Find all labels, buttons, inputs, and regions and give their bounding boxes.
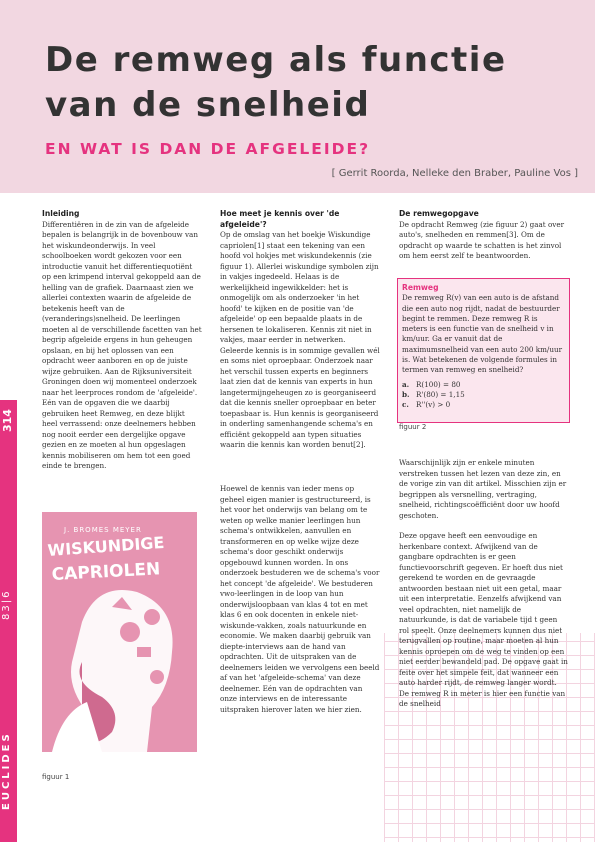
book-cover-illustration <box>42 512 197 752</box>
figure-1-caption: figuur 1 <box>42 773 70 781</box>
column-2-lower <box>220 484 380 715</box>
figure-2-caption: figuur 2 <box>399 423 427 431</box>
column-3 <box>399 209 569 262</box>
paragraph-kennis-1: Op de omslag van het boekje Wiskundige capriolen[1] staat een tekening van een hoofd vol hokjes met wiskundekennis (zie figuur 1). Allerlei wiskundige symbolen zijn in vakjes ingedeeld. Helaas is de werkelijkheid ingewikkelder: het is onmogelijk om als onderzoeker 'in het hoofd' te kijken en de positie van 'de afgeleide' op een bepaalde plaats in de hersenen te lokaliseren. Kennis zit niet in vakjes, maar eerder in netwerken. Geleerde kennis is in sommige gevallen wél en soms niet oproepbaar. Onderzoek naar het verschil tussen experts en beginners laat zien dat de kennis van experts in hun langetermijngeheugen zo is georganiseerd dat die kennis sneller oproepbaar en beter toepasbaar is. Hun kennis is georganiseerd in onderling samenhangende schema's en efficiënt gekoppeld aan typen situaties waarin die kennis kan worden benut[2]. <box>220 230 380 449</box>
remweg-exercise-box <box>397 278 570 423</box>
paragraph-remweg-2: Waarschijnlijk zijn er enkele minuten verstreken tussen het lezen van deze zin, en de vorige zin van dit artikel. Misschien zijn er begrippen als versnelling, vertraging, snelheid, richtingscoëfficiënt door uw hoofd geschoten. <box>399 458 567 520</box>
box-formula-c: c. R''(v) > 0 <box>402 400 451 410</box>
book-title-line2: CAPRIOLEN <box>51 559 161 585</box>
box-formula-list <box>402 380 565 411</box>
box-formula-a: a. R(100) = 80 <box>402 379 461 389</box>
paragraph-remweg-3: Deze opgave heeft een eenvoudige en herkenbare context. Afwijkend van de gangbare opdrachten is er geen functievoorschrift gegeven. Er hoeft dus niet gerekend te worden en de gevraagde antwoorden bestaan niet uit een getal, maar uit een interpretatie. Eenzelfs afwijkend van veel opdrachten, niet namelijk de natuurkunde, is dat de variabele tijd t geen rol speelt. Onze deelnemers kunnen dus niet terugvallen op routine, maar moeten al hun kennis oproepen om de weg te vinden op een niet eerder bewandeld pad. De opgave gaat in feite over het simpele feit, dat wanneer een auto harder rijdt, de remweg langer wordt. De remweg R in meter is hier een functie van de snelheid <box>399 531 568 708</box>
sidebar-volume: 83|6 <box>1 589 12 620</box>
sidebar-journal: EUCLIDES <box>1 731 12 810</box>
article-authors: [ Gerrit Roorda, Nelleke den Braber, Pauline Vos ] <box>331 168 578 179</box>
column-1 <box>42 209 202 472</box>
book-author-text: J. BROMES MEYER <box>64 526 142 534</box>
page-number: 314 <box>1 409 14 432</box>
article-title: De remweg als functie van de snelheid <box>45 40 507 125</box>
paragraph-kennis-2: Hoewel de kennis van ieder mens op geheel eigen manier is gestructureerd, is het voor het onderwijs van belang om te weten op welke manier leerlingen hun schema's ontwikkelen, aanvullen en transformeren en op welke wijze deze schema's door geschikt onderwijs opgebouwd kunnen worden. In ons onderzoek bestuderen we de schema's voor het concept 'de afgeleide'. We bestuderen vwo-leerlingen in de loop van hun onderwijsloopbaan van klas 4 tot en met klas 6 en ook docenten in enkele niet-wiskunde-vakken, zoals natuurkunde en economie. We maken daarbij gebruik van diepte-interviews aan de hand van opdrachten. Uit de uitspraken van de deelnemers leiden we vervolgens een beeld af van het 'afgeleide-schema' van deze deelnemer. Eén van de opdrachten van onze interviews en de interessante uitspraken hierover laten we hier zien. <box>220 484 380 714</box>
paragraph-inleiding: Differentiëren in de zin van de afgeleide bepalen is belangrijk in de bovenbouw van het wiskundeonderwijs. In veel schoolboeken wordt gekozen voor een introductie vanuit het differentiequotiënt op een krimpend interval gekoppeld aan de helling van de grafiek. Daarnaast zien we allerlei contexten waarin de afgeleide de betekenis heeft van de (veranderings)snelheid. De leerlingen moeten al de verschillende facetten van het begrip afgeleide ergens in hun geheugen opslaan, en bij het oplossen van een opdracht weer aanboren en op de juiste wijze gebruiken. Aan de Rijksuniversiteit Groningen doen wij momenteel onderzoek naar het leerproces rondom de 'afgeleide'. Eén van de opgaven die we daarbij gebruiken heet Remweg, en deze blijkt heel verrassend: onze deelnemers hebben nog nooit eerder een dergelijke opgave gezien en ze moeten al hun opgeslagen kennis mobiliseren om hem tot een goed einde te brengen. <box>42 219 202 470</box>
box-formula-b: b. R'(80) = 1,15 <box>402 389 465 399</box>
article-subtitle: EN WAT IS DAN DE AFGELEIDE? <box>45 140 371 158</box>
section-heading-inleiding: Inleiding <box>42 209 80 218</box>
box-title: Remweg <box>402 283 439 292</box>
column-3-lower <box>399 458 569 710</box>
section-heading-remweg: De remwegopgave <box>399 209 479 218</box>
column-2 <box>220 209 380 451</box>
paragraph-remweg-intro: De opdracht Remweg (zie figuur 2) gaat over auto's, snelheden en remmen[3]. Om de opdracht op waarde te schatten is het zinvol om hem eerst zelf te beantwoorden. <box>399 219 565 260</box>
figure-1-book-cover <box>42 512 197 752</box>
box-text: De remweg R(v) van een auto is de afstand die een auto nog rijdt, nadat de bestuurder begint te remmen. Deze remweg R is meters is een functie van de snelheid v in km/uur. Ga er vanuit dat de maximumsnelheid van een auto 200 km/uur is. Wat betekenen de volgende formules in termen van remweg en snelheid? <box>402 293 563 375</box>
section-heading-kennis: Hoe meet je kennis over 'de afgeleide'? <box>220 209 340 229</box>
book-title-line1: WISKUNDIGE <box>46 532 165 560</box>
